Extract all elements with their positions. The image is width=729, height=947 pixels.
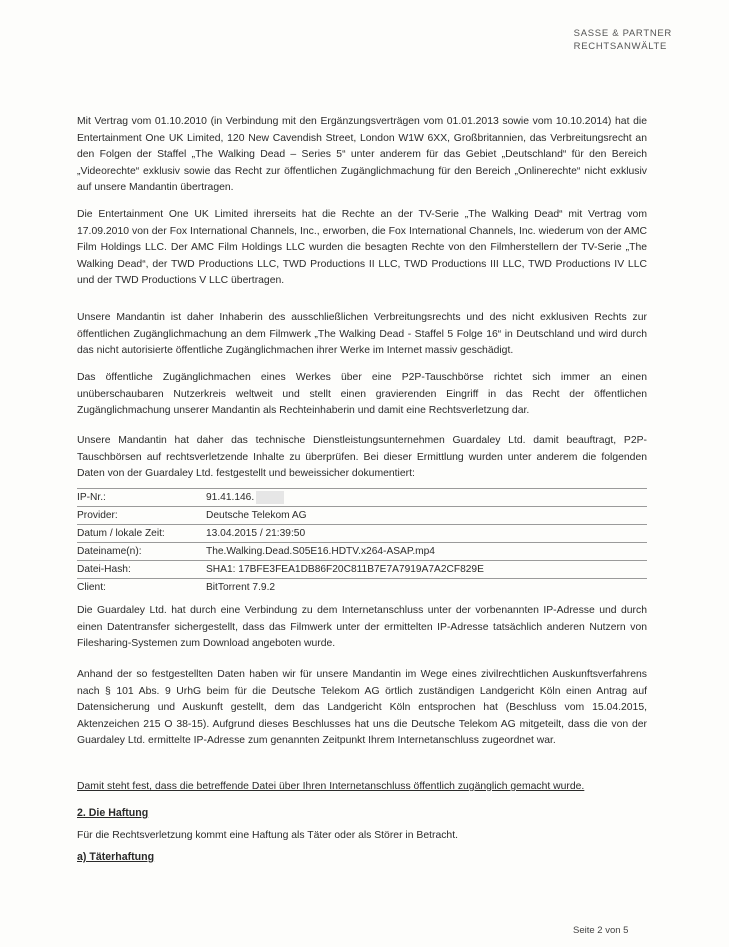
redaction-box bbox=[256, 491, 284, 504]
detail-row-hash bbox=[77, 561, 647, 579]
paragraph-owner: Unsere Mandantin ist daher Inhaberin des ausschließlichen Verbreitungsrechts und des nicht exklusiven Rechts zur öffentlichen Zugänglichmachung an dem Filmwerk „The Walking Dead - Staffel 5 Folge 16“ in Deutschland und wird durch das nicht autorisierte öffentliche Zugänglichmachen ihrer Werke im Internet massiv geschädigt. bbox=[77, 312, 647, 356]
letterhead-firm-name: SASSE & PARTNER bbox=[573, 28, 672, 39]
detail-label: IP-Nr.: bbox=[77, 492, 106, 503]
paragraph-court-order: Anhand der so festgestellten Daten haben wir für unsere Mandantin im Wege eines zivilrechtlichen Auskunftsverfahrens nach § 101 Abs. 9 UrhG beim für die Deutsche Telekom AG örtlich zuständigen Landgericht Köln einen Antrag auf Datensicherung und Auskunft gestellt, dem das Landgericht Köln entsprochen hat (Beschluss vom 15.04.2015, Aktenzeichen 215 O 38-15). Aufgrund dieses Beschlusses hat uns die Deutsche Telekom AG mitgeteilt, dass die von der Guardaley Ltd. ermittelte IP-Adresse zum genannten Zeitpunkt Ihrem Internetanschluss zugeordnet war. bbox=[77, 669, 647, 746]
subsection-heading-perpetrator: a) Täterhaftung bbox=[77, 851, 155, 863]
detail-row-filename bbox=[77, 543, 647, 561]
detail-value: The.Walking.Dead.S05E16.HDTV.x264-ASAP.mp4 bbox=[206, 546, 435, 557]
detail-label: Client: bbox=[77, 582, 106, 593]
detail-label: Datei-Hash: bbox=[77, 564, 131, 575]
detail-value: 13.04.2015 / 21:39:50 bbox=[206, 528, 306, 539]
infringement-details-table bbox=[77, 488, 647, 596]
detail-value: BitTorrent 7.9.2 bbox=[206, 582, 276, 593]
page-number: Seite 2 von 5 bbox=[573, 925, 629, 936]
paragraph-conclusion: Damit steht fest, dass die betreffende Datei über Ihren Internetanschluss öffentlich zugänglich gemacht wurde. bbox=[77, 781, 585, 792]
paragraph-p2p: Das öffentliche Zugänglichmachen eines Werkes über eine P2P-Tauschbörse richtet sich immer an einen unüberschaubaren Nutzerkreis weltweit und stellt einen gravierenden Eingriff in das Recht der öffentlichen Zugänglichmachung unserer Mandantin als Rechteinhaberin und damit eine Rechtsverletzung dar. bbox=[77, 372, 647, 416]
letterhead-firm-type: RECHTSANWÄLTE bbox=[573, 41, 668, 52]
detail-row-ip bbox=[77, 489, 647, 507]
detail-row-provider bbox=[77, 507, 647, 525]
detail-label: Datum / lokale Zeit: bbox=[77, 528, 165, 539]
section-heading-liability: 2. Die Haftung bbox=[77, 807, 149, 819]
paragraph-rights-chain: Die Entertainment One UK Limited ihrerseits hat die Rechte an der TV-Serie „The Walking Dead“ mit Vertrag vom 17.09.2010 von der Fox International Channels, Inc., erworben, die Fox International Channels, Inc. wiederum von der AMC Film Holdings LLC. Der AMC Film Holdings LLC wurden die besagten Rechte von den Filmherstellern der TV-Serie „The Walking Dead“, der TWD Productions LLC, TWD Productions II LLC, TWD Productions III LLC, TWD Productions IV LLC und der TWD Productions V LLC übertragen. bbox=[77, 209, 647, 286]
paragraph-liability-intro: Für die Rechtsverletzung kommt eine Haftung als Täter oder als Störer in Betracht. bbox=[77, 830, 458, 841]
paragraph-guardaley: Unsere Mandantin hat daher das technische Dienstleistungsunternehmen Guardaley Ltd. damit beauftragt, P2P-Tauschbörsen auf rechtsverletzende Inhalte zu überprüfen. Bei dieser Ermittlung wurden unter anderem die folgenden Daten von der Guardaley Ltd. festgestellt und beweissicher dokumentiert: bbox=[77, 435, 647, 479]
detail-label: Provider: bbox=[77, 510, 118, 521]
paragraph-verification: Die Guardaley Ltd. hat durch eine Verbindung zu dem Internetanschluss unter der vorbenannten IP-Adresse und durch einen Datentransfer sichergestellt, dass das Filmwerk unter der ermittelten IP-Adresse tatsächlich anderen Nutzern von Filesharing-Systemen zum Download angeboten wurde. bbox=[77, 605, 647, 649]
detail-value: 91.41.146. bbox=[206, 491, 647, 504]
detail-label: Dateiname(n): bbox=[77, 546, 142, 557]
detail-value: SHA1: 17BFE3FEA1DB86F20C811B7E7A7919A7A2CF829E bbox=[206, 564, 484, 575]
detail-row-client bbox=[77, 579, 647, 596]
letterhead bbox=[574, 27, 672, 53]
detail-row-datetime bbox=[77, 525, 647, 543]
detail-value: Deutsche Telekom AG bbox=[206, 510, 307, 521]
paragraph-contract: Mit Vertrag vom 01.10.2010 (in Verbindung mit den Ergänzungsverträgen vom 01.01.2013 sowie vom 10.10.2014) hat die Entertainment One UK Limited, 120 New Cavendish Street, London W1W 6XX, Großbritannien, das Verbreitungsrecht an den Folgen der Staffel „The Walking Dead – Series 5“ unter anderem für das Gebiet „Deutschland“ für den Bereich „Videorechte“ exklusiv sowie das Recht zur öffentlichen Zugänglichmachung für den Bereich „Onlinerechte“ nicht exklusiv auf unsere Mandantin übertragen. bbox=[77, 116, 647, 193]
